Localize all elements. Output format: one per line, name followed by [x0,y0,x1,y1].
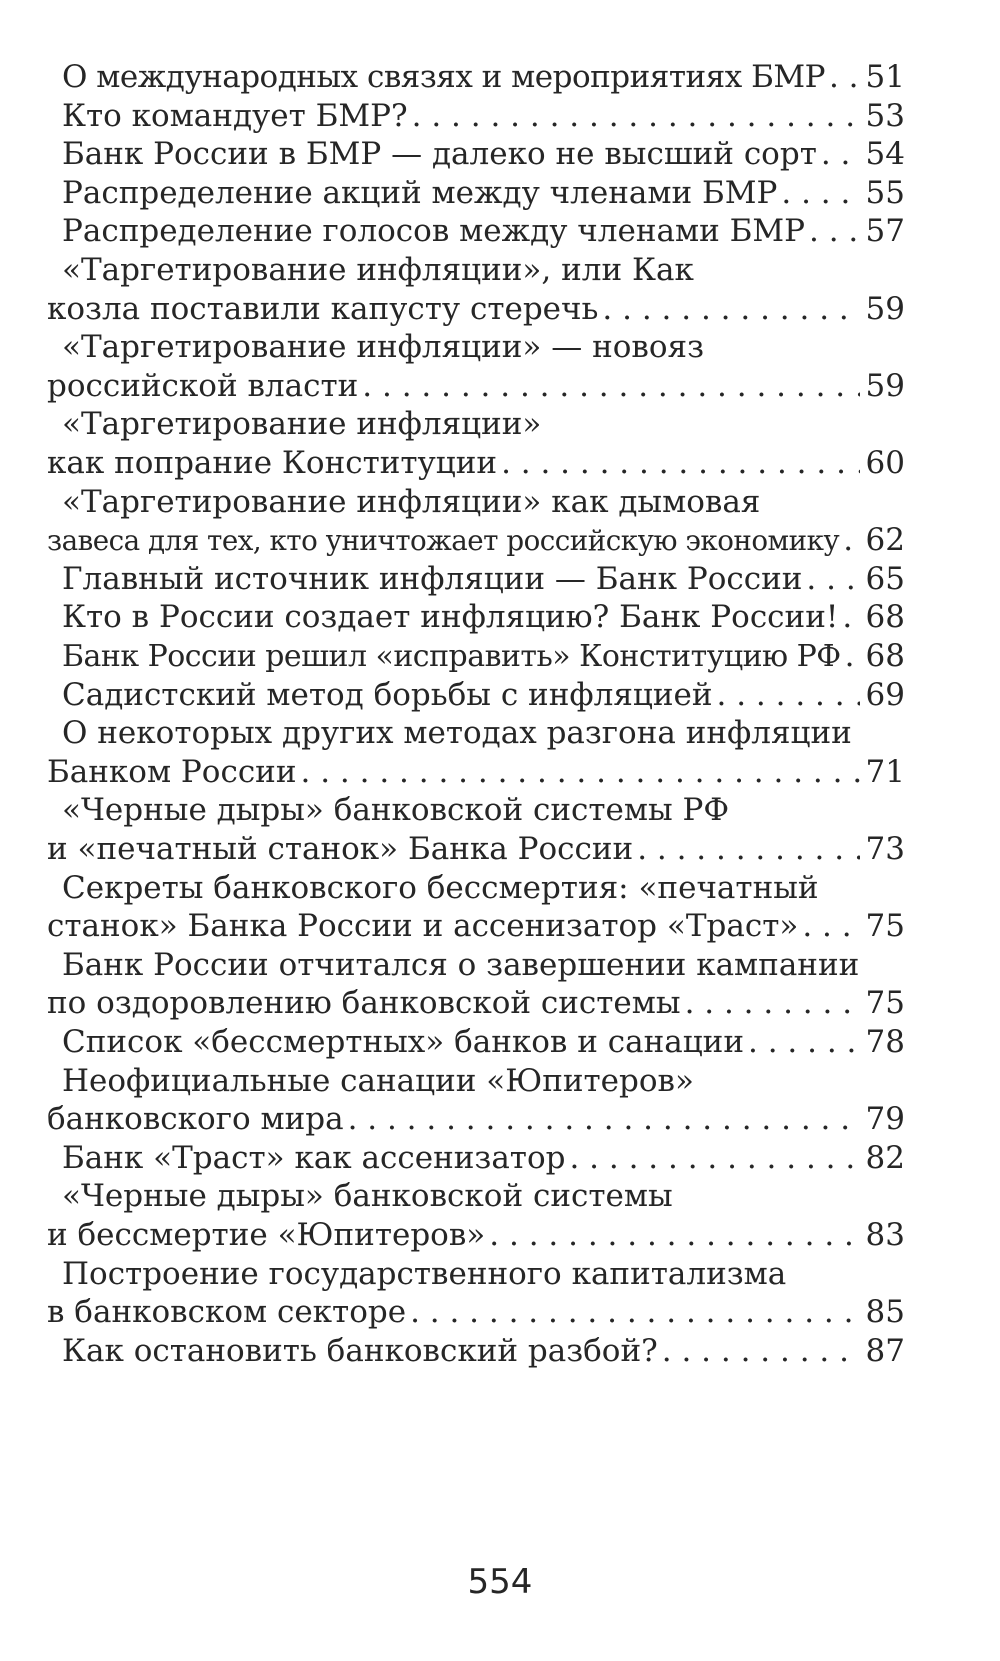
toc-entry-title: по оздоровлению банковской системы [47,985,681,1022]
toc-entry-title: Распределение акций между членами БМР [62,174,778,211]
toc-entry-title: Список «бессмертных» банков и санации [62,1024,744,1060]
dot-leader [348,1097,860,1141]
dot-leader [821,132,860,176]
dot-leader [301,750,860,794]
dot-leader [717,673,860,717]
dot-leader [685,981,860,1025]
toc-page-number: 82 [865,1139,905,1176]
toc-entry-title: Банк России в БМР — далеко не высший сорт [62,136,817,173]
dot-leader [662,1329,860,1373]
toc-entry-title: банковского мира [47,1101,344,1138]
toc-entry-title: «Таргетирование инфляции» как дымовая [62,483,761,520]
toc-entry-title: «Таргетирование инфляции», или Как [62,252,694,288]
toc-entry-title: козла поставили капусту стеречь [47,290,599,327]
toc-page-number: 65 [865,560,905,597]
toc-page-number: 68 [865,638,905,674]
dot-leader [809,209,860,253]
toc-page-number: 57 [865,213,905,250]
toc-entry-title: Банком России [47,753,297,790]
dot-leader [829,55,860,99]
toc-entry-title: Кто командует БМР? [62,97,408,134]
toc-page-number: 59 [865,367,905,404]
dot-leader [845,634,860,678]
toc-entry-title: завеса для тех, кто уничтожает российскую экономику [47,524,840,558]
toc-entry-title: О международных связях и мероприятиях БМР [62,59,825,95]
toc-page-number: 62 [865,522,905,559]
toc-page-number: 78 [865,1024,905,1060]
toc-page-number: 51 [865,59,905,95]
dot-leader [842,595,859,639]
dot-leader [802,904,859,948]
toc-page-number: 68 [865,599,905,636]
toc-entry-title: Распределение голосов между членами БМР [62,213,805,250]
toc-entry-title: Неофициальные санации «Юпитеров» [62,1062,694,1099]
toc-page-number: 60 [865,445,905,481]
toc-entry-title: в банковском секторе [47,1294,407,1331]
page-number: 554 [467,1562,533,1602]
toc-entry-title: «Черные дыры» банковской системы [62,1178,673,1215]
toc-entry-title: Кто в России создает инфляцию? Банк России! [62,599,839,636]
dot-leader [781,171,859,215]
toc-page-number: 53 [865,97,905,134]
toc-page-number: 59 [865,290,905,327]
toc-entry-title: Банк России отчитался о завершении кампании [62,946,860,983]
toc-page-number: 75 [865,908,905,945]
toc-entry-title: «Черные дыры» банковской системы РФ [62,792,730,829]
toc-entry-title: станок» Банка России и ассенизатор «Траст» [47,908,799,945]
toc-entry-title: Садистский метод борьбы с инфляцией [62,676,713,713]
toc-entry-title: как попрание Конституции [47,445,498,481]
toc-page-number: 85 [865,1294,905,1331]
toc-page-number: 69 [865,676,905,713]
toc-page-number: 75 [865,985,905,1022]
toc-entry-title: и «печатный станок» Банка России [47,831,634,867]
toc-entry-title: О некоторых других методах разгона инфляции [62,715,852,752]
dot-leader [806,557,859,601]
toc-entry-title: Как остановить банковский разбой? [62,1332,658,1369]
toc-entry-title: Банк России решил «исправить» Конституцию РФ [62,639,841,674]
toc-entry-title: Секреты банковского бессмертия: «печатный [62,869,819,906]
toc-entry-title: Банк «Траст» как ассенизатор [62,1139,566,1176]
toc-entry-title: «Таргетирование инфляции» [62,406,542,443]
dot-leader [843,518,859,562]
toc-entry-title: «Таргетирование инфляции» — новояз [62,329,705,366]
dot-leader [412,94,860,138]
toc-page-number: 83 [865,1217,905,1253]
toc-page-number: 73 [865,831,905,867]
dot-leader [410,1290,859,1334]
dot-leader [501,441,859,485]
dot-leader [362,364,859,408]
toc-page-number: 54 [865,136,905,173]
dot-leader [637,827,859,871]
toc-page-number: 55 [865,174,905,211]
toc-entry-title: Главный источник инфляции — Банк России [62,560,803,597]
toc-entry-title: и бессмертие «Юпитеров» [47,1217,486,1253]
toc-entry-title: Построение государственного капитализма [62,1255,787,1292]
toc-entry-title: российской власти [47,367,359,404]
dot-leader [489,1213,859,1257]
dot-leader [569,1136,859,1180]
toc-page-number: 79 [865,1101,905,1138]
dot-leader [602,287,859,331]
toc-page-number: 71 [865,753,905,790]
toc-page-number: 87 [865,1332,905,1369]
dot-leader [748,1020,860,1064]
